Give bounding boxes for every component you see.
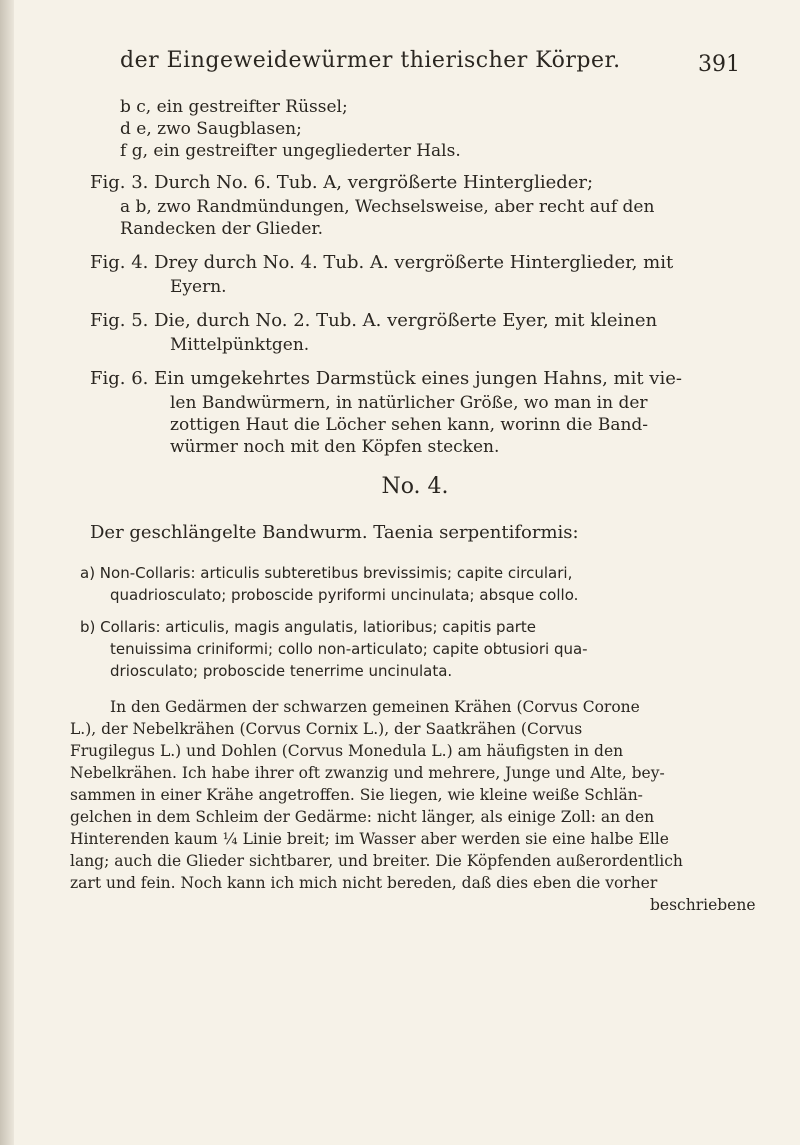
text-line: d e, zwo Saugblasen; [120, 119, 302, 139]
figure-caption: Fig. 6. Ein umgekehrtes Darmstück eines jungen Hahns, mit vie- [90, 368, 682, 389]
page-edge [0, 0, 14, 1145]
running-head: der Eingeweidewürmer thierischer Körper. [120, 48, 621, 73]
text-line: Randecken der Glieder. [120, 219, 324, 239]
latin-description: a) Non-Collaris: articulis subteretibus brevissimis; capite circulari, [80, 564, 573, 582]
page-number: 391 [698, 52, 740, 77]
text-line: Eyern. [170, 277, 227, 297]
latin-description: quadriosculato; proboscide pyriformi uncinulata; absque collo. [110, 586, 579, 604]
figure-caption: Fig. 4. Drey durch No. 4. Tub. A. vergrößerte Hinterglieder, mit [90, 252, 674, 273]
body-line: Frugilegus L.) und Dohlen (Corvus Monedula L.) am häufigsten in den [70, 742, 624, 760]
body-line: Nebelkrähen. Ich habe ihrer oft zwanzig und mehrere, Junge und Alte, bey- [70, 764, 665, 782]
figure-caption: Fig. 5. Die, durch No. 2. Tub. A. vergrößerte Eyer, mit kleinen [90, 310, 658, 331]
body-line: lang; auch die Glieder sichtbarer, und breiter. Die Köpfenden außerordentlich [70, 852, 683, 870]
latin-description: b) Collaris: articulis, magis angulatis, latioribus; capitis parte [80, 618, 537, 636]
text-line: würmer noch mit den Köpfen stecken. [170, 437, 500, 457]
text-line: f g, ein gestreifter ungegliederter Hals. [120, 141, 461, 161]
page-header [120, 48, 740, 82]
species-heading: Der geschlängelte Bandwurm. Taenia serpentiformis: [90, 522, 579, 543]
body-line: gelchen in dem Schleim der Gedärme: nicht länger, als einige Zoll: an den [70, 808, 655, 826]
text-line: len Bandwürmern, in natürlicher Größe, wo man in der [170, 393, 648, 413]
body-line: zart und fein. Noch kann ich mich nicht bereden, daß dies eben die vorher [70, 874, 658, 892]
text-line: zottigen Haut die Löcher sehen kann, worinn die Band- [170, 415, 649, 435]
figure-caption: Fig. 3. Durch No. 6. Tub. A, vergrößerte Hinterglieder; [90, 172, 594, 193]
catchword: beschriebene [650, 896, 756, 914]
latin-description: driosculato; proboscide tenerrime uncinulata. [110, 662, 453, 680]
body-line: L.), der Nebelkrähen (Corvus Cornix L.), der Saatkrähen (Corvus [70, 720, 583, 738]
body-line: In den Gedärmen der schwarzen gemeinen Krähen (Corvus Corone [110, 698, 640, 716]
body-line: sammen in einer Krähe angetroffen. Sie liegen, wie kleine weiße Schlän- [70, 786, 643, 804]
latin-description: tenuissima criniformi; collo non-articulato; capite obtusiori qua- [110, 640, 588, 658]
text-line: b c, ein gestreifter Rüssel; [120, 97, 348, 117]
body-line: Hinterenden kaum ¼ Linie breit; im Wasser aber werden sie eine halbe Elle [70, 830, 669, 848]
section-number: No. 4. [381, 474, 449, 499]
text-line: a b, zwo Randmündungen, Wechselsweise, aber recht auf den [120, 197, 655, 217]
text-line: Mittelpünktgen. [170, 335, 310, 355]
